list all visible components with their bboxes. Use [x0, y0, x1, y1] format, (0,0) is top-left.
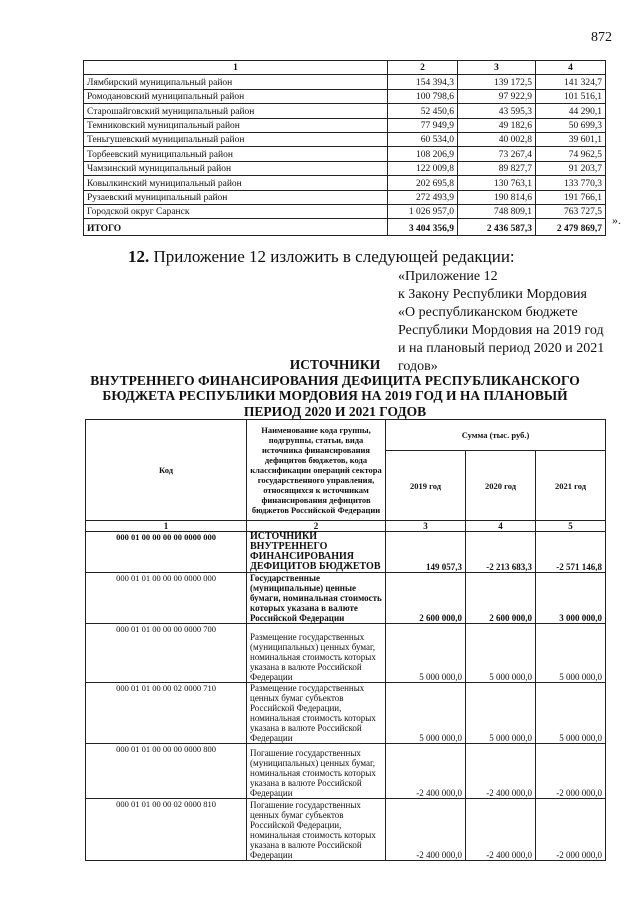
- table-row: [84, 161, 606, 175]
- amount-cell: 77 949,9: [388, 118, 458, 132]
- amount-cell: 154 394,3: [388, 75, 458, 89]
- amendment-paragraph: [128, 247, 515, 267]
- table-row: [86, 799, 606, 861]
- amount-cell: 50 699,3: [536, 118, 606, 132]
- amount-cell: 130 763,1: [458, 176, 536, 190]
- amount-cell: 52 450,6: [388, 104, 458, 118]
- total-value: 2 479 869,7: [536, 219, 606, 236]
- amount-cell: 39 601,1: [536, 132, 606, 146]
- table-row: [84, 190, 606, 204]
- amount-cell: 3 000 000,0: [536, 573, 606, 624]
- amount-cell: -2 000 000,0: [536, 799, 606, 861]
- name-cell: Погашение государственных (муниципальных) ценных бумаг, номинальная стоимость которых указана в валюте Российской Федерации: [247, 744, 386, 799]
- amount-cell: 5 000 000,0: [466, 683, 536, 744]
- table-row: [84, 147, 606, 161]
- district-name: Теньгушевский муниципальный район: [84, 132, 388, 146]
- header-code: Код: [86, 420, 247, 521]
- amount-cell: 2 600 000,0: [386, 573, 466, 624]
- financing-sources-table: [85, 419, 606, 861]
- title-line: ИСТОЧНИКИ: [289, 357, 381, 372]
- district-name: Лямбирский муниципальный район: [84, 75, 388, 89]
- amount-cell: -2 213 683,3: [466, 532, 536, 573]
- amount-cell: 5 000 000,0: [536, 683, 606, 744]
- district-name: Рузаевский муниципальный район: [84, 190, 388, 204]
- page-number: 872: [591, 30, 612, 45]
- closing-quote: ».: [612, 213, 621, 227]
- header-cell: 3: [458, 61, 536, 75]
- amount-cell: 149 057,3: [386, 532, 466, 573]
- table-row: [84, 89, 606, 103]
- header-name: Наименование кода группы, подгруппы, статьи, вида источника финансирования дефицитов бюджетов, кода классификации операций сектора государственного управления, относящихся к источникам финансирования дефицитов бюджетов Российской Федерации: [247, 420, 386, 521]
- header-cell: 4: [536, 61, 606, 75]
- amount-cell: 139 172,5: [458, 75, 536, 89]
- table-row: [84, 132, 606, 146]
- amount-cell: 133 770,3: [536, 176, 606, 190]
- code-cell: 000 01 01 00 00 02 0000 710: [86, 683, 247, 744]
- amount-cell: 73 267,4: [458, 147, 536, 161]
- amount-cell: 122 009,8: [388, 161, 458, 175]
- total-row: [84, 219, 606, 236]
- name-cell: Погашение государственных ценных бумаг субъектов Российской Федерации, номинальная стоимость которых указана в валюте Российской Федерации: [247, 799, 386, 861]
- amount-cell: 191 766,1: [536, 190, 606, 204]
- amount-cell: -2 400 000,0: [386, 799, 466, 861]
- column-number: 1: [86, 521, 247, 532]
- name-cell: ИСТОЧНИКИ ВНУТРЕННЕГО ФИНАНСИРОВАНИЯ ДЕФИЦИТОВ БЮДЖЕТОВ: [247, 532, 386, 573]
- table-row: [86, 744, 606, 799]
- table-row: [84, 204, 606, 218]
- appendix-line: к Закону Республики Мордовия: [398, 287, 587, 302]
- name-cell: Размещение государственных ценных бумаг субъектов Российской Федерации, номинальная стоимость которых указана в валюте Российской Федерации: [247, 683, 386, 744]
- amount-cell: 100 798,6: [388, 89, 458, 103]
- district-name: Темниковский муниципальный район: [84, 118, 388, 132]
- table-row: [84, 75, 606, 89]
- amount-cell: 74 962,5: [536, 147, 606, 161]
- amount-cell: -2 400 000,0: [466, 799, 536, 861]
- amount-cell: 101 516,1: [536, 89, 606, 103]
- document-title: [60, 357, 610, 419]
- column-number-row: [86, 521, 606, 532]
- title-line: ВНУТРЕННЕГО ФИНАНСИРОВАНИЯ ДЕФИЦИТА РЕСПУБЛИКАНСКОГО: [90, 372, 580, 388]
- table-row: [86, 683, 606, 744]
- amount-cell: 60 534,0: [388, 132, 458, 146]
- table-header-row: [84, 61, 606, 75]
- title-line: ПЕРИОД 2020 И 2021 ГОДОВ: [243, 403, 427, 419]
- amount-cell: 5 000 000,0: [536, 624, 606, 683]
- column-number: 2: [247, 521, 386, 532]
- district-name: Ковылкинский муниципальный район: [84, 176, 388, 190]
- amount-cell: 89 827,7: [458, 161, 536, 175]
- column-number: 3: [386, 521, 466, 532]
- total-value: 3 404 356,9: [388, 219, 458, 236]
- amount-cell: 5 000 000,0: [386, 624, 466, 683]
- amount-cell: 748 809,1: [458, 204, 536, 218]
- appendix-line: и на плановый период 2020 и 2021: [398, 341, 605, 356]
- district-name: Городской округ Саранск: [84, 204, 388, 218]
- amount-cell: 763 727,5: [536, 204, 606, 218]
- total-value: 2 436 587,3: [458, 219, 536, 236]
- amount-cell: 108 206,9: [388, 147, 458, 161]
- header-cell: 1: [84, 61, 388, 75]
- header-2021: 2021 год: [536, 451, 606, 521]
- code-cell: 000 01 00 00 00 00 0000 000: [86, 532, 247, 573]
- total-label: ИТОГО: [84, 219, 388, 236]
- header-2019: 2019 год: [386, 451, 466, 521]
- amount-cell: 40 002,8: [458, 132, 536, 146]
- appendix-line: Республики Мордовия на 2019 год: [398, 323, 604, 338]
- column-number: 4: [466, 521, 536, 532]
- amount-cell: 43 595,3: [458, 104, 536, 118]
- appendix-line: годов»: [398, 359, 438, 374]
- paragraph-number: 12.: [128, 247, 150, 266]
- appendix-line: «Приложение 12: [398, 269, 498, 284]
- district-name: Торбеевский муниципальный район: [84, 147, 388, 161]
- name-cell: Размещение государственных (муниципальных) ценных бумаг, номинальная стоимость которых указана в валюте Российской Федерации: [247, 624, 386, 683]
- amount-cell: -2 400 000,0: [466, 744, 536, 799]
- header-2020: 2020 год: [466, 451, 536, 521]
- district-name: Чамзинский муниципальный район: [84, 161, 388, 175]
- table-row: [84, 104, 606, 118]
- header-sum: Сумма (тыс. руб.): [386, 420, 606, 451]
- amount-cell: -2 571 146,8: [536, 532, 606, 573]
- amount-cell: 97 922,9: [458, 89, 536, 103]
- code-cell: 000 01 01 00 00 00 0000 000: [86, 573, 247, 624]
- appendix-line: «О республиканском бюджете: [398, 305, 578, 320]
- table-row: [84, 176, 606, 190]
- amount-cell: 49 182,6: [458, 118, 536, 132]
- table-row: [86, 573, 606, 624]
- amount-cell: 2 600 000,0: [466, 573, 536, 624]
- amount-cell: 1 026 957,0: [388, 204, 458, 218]
- table-row: [86, 624, 606, 683]
- table-row: [84, 118, 606, 132]
- name-cell: Государственные (муниципальные) ценные бумаги, номинальная стоимость которых указана в валюте Российской Федерации: [247, 573, 386, 624]
- column-number: 5: [536, 521, 606, 532]
- amount-cell: 5 000 000,0: [386, 683, 466, 744]
- table-row: [86, 532, 606, 573]
- amount-cell: 5 000 000,0: [466, 624, 536, 683]
- amount-cell: 272 493,9: [388, 190, 458, 204]
- amount-cell: 190 814,6: [458, 190, 536, 204]
- header-cell: 2: [388, 61, 458, 75]
- municipal-transfers-table: [83, 60, 606, 236]
- district-name: Ромодановский муниципальный район: [84, 89, 388, 103]
- code-cell: 000 01 01 00 00 00 0000 700: [86, 624, 247, 683]
- paragraph-text: Приложение 12 изложить в следующей редакции:: [153, 247, 515, 266]
- code-cell: 000 01 01 00 00 00 0000 800: [86, 744, 247, 799]
- amount-cell: -2 400 000,0: [386, 744, 466, 799]
- amount-cell: 202 695,8: [388, 176, 458, 190]
- amount-cell: -2 000 000,0: [536, 744, 606, 799]
- amount-cell: 141 324,7: [536, 75, 606, 89]
- amount-cell: 44 290,1: [536, 104, 606, 118]
- amount-cell: 91 203,7: [536, 161, 606, 175]
- title-line: БЮДЖЕТА РЕСПУБЛИКИ МОРДОВИЯ НА 2019 ГОД И НА ПЛАНОВЫЙ: [102, 388, 568, 403]
- table-header-row: [86, 420, 606, 451]
- district-name: Старошайговский муниципальный район: [84, 104, 388, 118]
- code-cell: 000 01 01 00 00 02 0000 810: [86, 799, 247, 861]
